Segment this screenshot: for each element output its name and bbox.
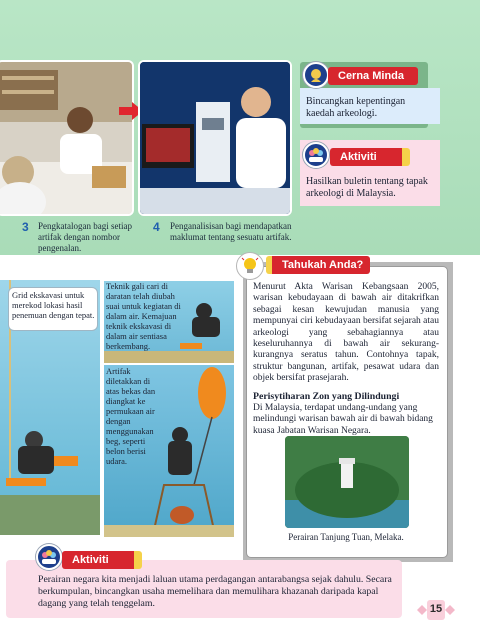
page-number: 15 [429,603,443,615]
tanjung-tuan-photo [285,436,409,528]
tahukah-subhead: Perisytiharan Zon yang Dilindungi [253,391,400,402]
aktiviti-top-text: Hasilkan buletin tentang tapak arkeologi di Malaysia. [306,176,428,199]
aktiviti-bottom-title: Aktiviti [62,551,142,569]
cerna-minda-text: Bincangkan kepentingan kaedah arkeologi. [306,96,406,119]
aktiviti-bottom-text: Perairan negara kita menjadi laluan utama perdagangan antarabangsa sejak dahulu. Secara berkumpulan, bincangkan usaha memelihara dan memulihara khazanah daripada kapal dagang yang telah tenggelam. [38,574,392,609]
comic-panel-top-text: Teknik gali cari di daratan telah diubah suai untuk kegiatan di dalam air. Kemajuan teknik ekskavasi di dalam air sentiasa berkembang. [106,281,181,351]
photo-analysis [138,60,292,216]
caption-number-4: 4 [153,220,160,234]
tahukah-title: Tahukah Anda? [266,256,370,274]
caption-number-3: 3 [22,220,29,234]
caption-cataloguing: Pengkatalogan bagi setiap artifak dengan nombor pengenalan. [38,221,132,253]
tahukah-paragraph-2: Di Malaysia, terdapat undang-undang yang melindungi warisan bawah air di bawah bidang kuasa Jabatan Warisan Negara. [253,403,433,436]
cerna-minda-title: Cerna Minda [328,67,418,85]
brain-head-icon [303,62,329,88]
photo-cataloguing [0,60,134,216]
group-people-icon [36,544,62,570]
comic-panel-bottom-text: Artifak diletakkan di atas bekas dan diangkat ke permukaan air dengan menggunakan beg, seperti belon berisi udara. [106,366,156,466]
group-people-icon [303,142,329,168]
tahukah-paragraph: Menurut Akta Warisan Kebangsaan 2005, warisan kebudayaan di bawah air ditakrifkan sebagai kesan kewujudan manusia yang mempunyai ciri kebudayaan bersifat sejarah atau arkeologi yang sebahagiannya atau keseluruhannya di bawah air sekurang-kurangnya seratus tahun. Contohnya tapak, struktur bangunan, artifak, pesawat udara dan objek bersifat prasejarah. [253,282,439,384]
aktiviti-top-title: Aktiviti [330,148,410,166]
tanjung-tuan-caption: Perairan Tanjung Tuan, Melaka. [288,532,404,542]
lightbulb-icon [236,252,264,280]
grid-note-text: Grid ekskavasi untuk merekod lokasi hasil penemuan dengan tepat. [12,290,95,320]
caption-analysis: Penganalisisan bagi mendapatkan maklumat tentang sesuatu artifak. [170,221,292,242]
